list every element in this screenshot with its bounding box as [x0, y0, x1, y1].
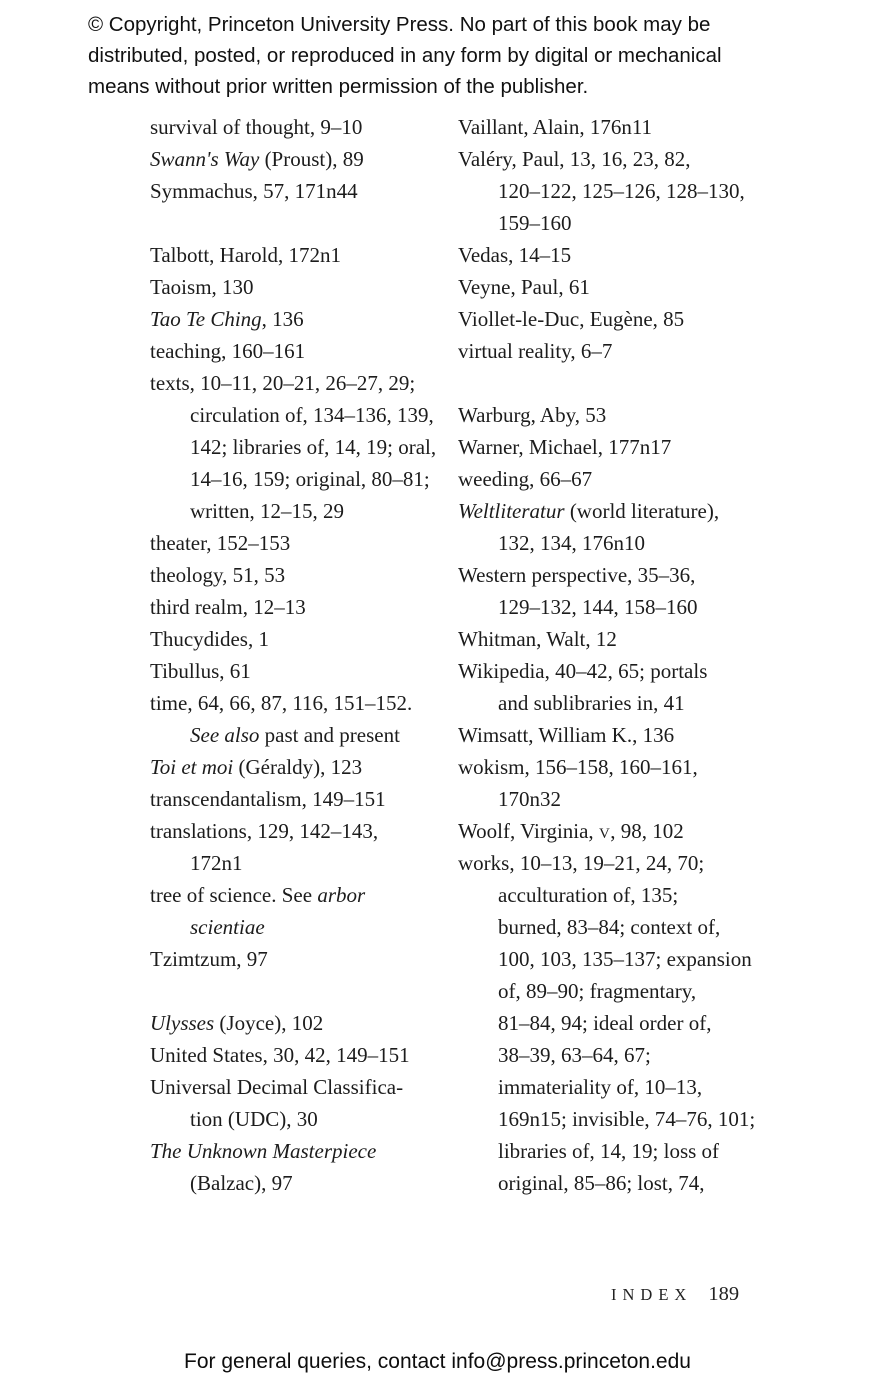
index-text-segment: teaching, 160–161: [150, 339, 306, 363]
index-text-segment: v: [598, 819, 611, 843]
index-text-segment: Tao Te Ching: [150, 307, 262, 331]
contact-email-link[interactable]: info@press.princeton.edu: [451, 1350, 691, 1373]
index-entry-line: [458, 975, 798, 1007]
index-entry-line: [150, 655, 468, 687]
running-head: [611, 1283, 739, 1306]
index-text-segment: 142; libraries of, 14, 19; oral,: [190, 435, 437, 459]
index-text-segment: tion (UDC), 30: [190, 1107, 318, 1131]
copyright-line-3: means without prior written permission of the publisher.: [88, 75, 589, 98]
index-text-segment: Swann's Way: [150, 147, 260, 171]
index-entry-line: [458, 143, 798, 175]
index-text-segment: original, 85–86; lost, 74,: [498, 1171, 705, 1195]
index-entry-line: [150, 143, 468, 175]
index-text-segment: Viollet-le-Duc, Eugène, 85: [458, 307, 685, 331]
index-text-segment: Thucydides, 1: [150, 627, 269, 651]
index-text-segment: circulation of, 134–136, 139,: [190, 403, 434, 427]
copyright-line-1: © Copyright, Princeton University Press. No part of this book may be: [88, 13, 711, 36]
index-entry-line: [150, 623, 468, 655]
index-text-segment: United States, 30, 42, 149–151: [150, 1043, 410, 1067]
index-text-segment: theology, 51, 53: [150, 563, 286, 587]
footer-contact-prefix: For general queries, contact: [184, 1350, 452, 1373]
index-left-column: [150, 111, 468, 1199]
index-text-segment: virtual reality, 6–7: [458, 339, 613, 363]
index-text-segment: 120–122, 125–126, 128–130,: [498, 179, 745, 203]
index-entry-line: [150, 687, 468, 719]
index-text-segment: libraries of, 14, 19; loss of: [498, 1139, 720, 1163]
index-text-segment: , 98, 102: [610, 819, 684, 843]
index-entry-line: [150, 335, 468, 367]
index-entry-line: [150, 1103, 468, 1135]
index-entry-line: [150, 431, 468, 463]
index-entry-line: [150, 239, 468, 271]
index-text-segment: 172n1: [190, 851, 243, 875]
index-text-segment: past and present: [259, 723, 400, 747]
index-text-segment: burned, 83–84; context of,: [498, 915, 721, 939]
copyright-notice: [88, 9, 722, 102]
index-text-segment: texts, 10–11, 20–21, 26–27, 29;: [150, 371, 416, 395]
index-entry-line: [150, 559, 468, 591]
index-entry-line: [150, 495, 468, 527]
index-entry-line: [458, 1103, 798, 1135]
index-entry-line: [458, 1071, 798, 1103]
index-text-segment: Tibullus, 61: [150, 659, 251, 683]
index-text-segment: weeding, 66–67: [458, 467, 593, 491]
index-text-segment: third realm, 12–13: [150, 595, 306, 619]
index-text-segment: arbor: [317, 883, 366, 907]
index-entry-line: [458, 815, 798, 847]
index-entry-line: [458, 943, 798, 975]
index-entry-line: [458, 1135, 798, 1167]
index-entry-line: [150, 847, 468, 879]
index-entry-line: [458, 239, 798, 271]
index-entry-line: [458, 527, 798, 559]
index-entry-line: [458, 879, 798, 911]
copyright-line-2: distributed, posted, or reproduced in any form by digital or mechanical: [88, 44, 722, 67]
index-text-segment: Wikipedia, 40–42, 65; portals: [458, 659, 708, 683]
index-entry-line: [458, 335, 798, 367]
index-text-segment: Vedas, 14–15: [458, 243, 572, 267]
index-entry-line: [458, 271, 798, 303]
index-entry-line: [458, 1167, 798, 1199]
index-entry-line: [458, 1039, 798, 1071]
index-entry-line: [150, 783, 468, 815]
index-text-segment: , 136: [261, 307, 304, 331]
index-entry-line: [150, 1071, 468, 1103]
index-text-segment: 169n15; invisible, 74–76, 101;: [498, 1107, 756, 1131]
index-entry-line: [458, 111, 798, 143]
index-text-segment: translations, 129, 142–143,: [150, 819, 379, 843]
index-text-segment: (Géraldy), 123: [233, 755, 363, 779]
index-text-segment: Universal Decimal Classifica-: [150, 1075, 404, 1099]
index-text-segment: 132, 134, 176n10: [498, 531, 645, 555]
index-text-segment: 14–16, 159; original, 80–81;: [190, 467, 430, 491]
index-entry-line: [150, 367, 468, 399]
running-head-title: INDEX: [611, 1285, 693, 1304]
index-text-segment: transcendantalism, 149–151: [150, 787, 386, 811]
index-right-column: [458, 111, 798, 1199]
index-entry-line: [458, 687, 798, 719]
index-text-segment: theater, 152–153: [150, 531, 291, 555]
index-text-segment: Toi et moi: [150, 755, 234, 779]
index-entry-line: [458, 559, 798, 591]
index-entry-line: [458, 751, 798, 783]
index-text-segment: Tzimtzum, 97: [150, 947, 268, 971]
index-text-segment: wokism, 156–158, 160–161,: [458, 755, 698, 779]
index-entry-line: [150, 751, 468, 783]
index-entry-line: [150, 271, 468, 303]
index-text-segment: See also: [190, 723, 260, 747]
index-text-segment: Weltliteratur: [458, 499, 565, 523]
index-entry-line: [458, 719, 798, 751]
index-text-segment: survival of thought, 9–10: [150, 115, 363, 139]
index-text-segment: tree of science. See: [150, 883, 318, 907]
index-entry-line: [150, 719, 468, 751]
index-entry-line: [150, 175, 468, 207]
index-entry-line: [458, 495, 798, 527]
index-text-segment: 170n32: [498, 787, 561, 811]
index-entry-line: [150, 591, 468, 623]
index-entry-line: [150, 1039, 468, 1071]
index-text-segment: time, 64, 66, 87, 116, 151–152.: [150, 691, 413, 715]
footer-contact-line: [0, 1350, 875, 1374]
index-blank-line: [150, 207, 468, 239]
index-entry-line: [458, 783, 798, 815]
index-text-segment: Wimsatt, William K., 136: [458, 723, 675, 747]
index-text-segment: Western perspective, 35–36,: [458, 563, 696, 587]
page-number: 189: [708, 1283, 740, 1305]
index-text-segment: Warner, Michael, 177n17: [458, 435, 672, 459]
index-entry-line: [150, 111, 468, 143]
index-entry-line: [458, 207, 798, 239]
index-text-segment: scientiae: [190, 915, 265, 939]
index-entry-line: [458, 463, 798, 495]
index-entry-line: [150, 1135, 468, 1167]
index-text-segment: (world literature),: [564, 499, 720, 523]
index-text-segment: Woolf, Virginia,: [458, 819, 599, 843]
index-entry-line: [458, 591, 798, 623]
index-text-segment: (Joyce), 102: [214, 1011, 324, 1035]
index-text-segment: 159–160: [498, 211, 572, 235]
index-text-segment: Warburg, Aby, 53: [458, 403, 607, 427]
index-entry-line: [150, 1007, 468, 1039]
index-text-segment: (Balzac), 97: [190, 1171, 293, 1195]
index-text-segment: and sublibraries in, 41: [498, 691, 685, 715]
index-text-segment: 129–132, 144, 158–160: [498, 595, 698, 619]
index-entry-line: [150, 1167, 468, 1199]
index-entry-line: [458, 847, 798, 879]
index-entry-line: [458, 655, 798, 687]
index-entry-line: [150, 399, 468, 431]
index-text-segment: Valéry, Paul, 13, 16, 23, 82,: [458, 147, 691, 171]
index-text-segment: 38–39, 63–64, 67;: [498, 1043, 651, 1067]
index-entry-line: [458, 623, 798, 655]
index-text-segment: of, 89–90; fragmentary,: [498, 979, 697, 1003]
index-text-segment: 81–84, 94; ideal order of,: [498, 1011, 712, 1035]
index-text-segment: Talbott, Harold, 172n1: [150, 243, 341, 267]
index-entry-line: [150, 527, 468, 559]
index-text-segment: immateriality of, 10–13,: [498, 1075, 703, 1099]
index-entry-line: [458, 911, 798, 943]
index-entry-line: [458, 431, 798, 463]
index-text-segment: Symmachus, 57, 171n44: [150, 179, 358, 203]
index-text-segment: works, 10–13, 19–21, 24, 70;: [458, 851, 705, 875]
index-text-segment: Taoism, 130: [150, 275, 254, 299]
index-blank-line: [458, 367, 798, 399]
index-text-segment: The Unknown Masterpiece: [150, 1139, 377, 1163]
index-entry-line: [150, 879, 468, 911]
index-text-segment: Ulysses: [150, 1011, 215, 1035]
index-entry-line: [150, 303, 468, 335]
index-blank-line: [150, 975, 468, 1007]
index-entry-line: [150, 815, 468, 847]
index-text-segment: Vaillant, Alain, 176n11: [458, 115, 653, 139]
index-text-segment: (Proust), 89: [259, 147, 364, 171]
index-entry-line: [458, 175, 798, 207]
index-text-segment: Whitman, Walt, 12: [458, 627, 617, 651]
index-entry-line: [150, 463, 468, 495]
index-entry-line: [150, 911, 468, 943]
index-text-segment: 100, 103, 135–137; expansion: [498, 947, 752, 971]
index-entry-line: [458, 303, 798, 335]
index-text-segment: written, 12–15, 29: [190, 499, 344, 523]
index-entry-line: [458, 399, 798, 431]
index-text-segment: acculturation of, 135;: [498, 883, 679, 907]
index-entry-line: [150, 943, 468, 975]
index-entry-line: [458, 1007, 798, 1039]
index-text-segment: Veyne, Paul, 61: [458, 275, 590, 299]
